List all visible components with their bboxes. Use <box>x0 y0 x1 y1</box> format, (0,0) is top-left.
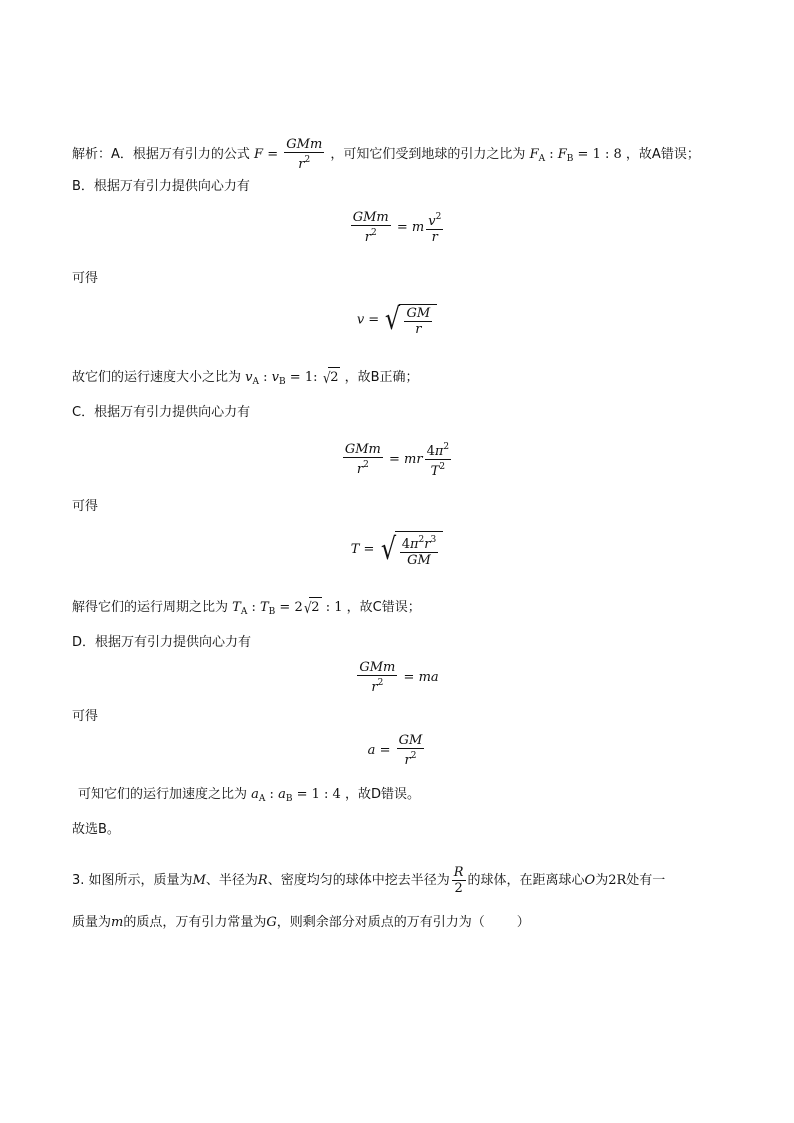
question3-line2: 质量为m的质点，万有引力常量为G，则剩余部分对质点的万有引力为（ ） <box>72 915 530 930</box>
velocity-ratio: $v_A$ : $v_B = 1$: √2 <box>245 368 339 387</box>
kede-d: 可得 <box>72 709 99 724</box>
question3-line1: 3. 如图所示，质量为M、半径为R、密度均匀的球体中挖去半径为 $\frac{R}{2}$ 的球体，在距离球心O为2R处有一 <box>72 865 666 896</box>
solution-d-conclusion: 可知它们的运行加速度之比为 $a_A$ : $a_B = 1$ : 4 ，故D错误。 <box>78 787 420 804</box>
solution-c-conclusion: 解得它们的运行周期之比为 $T_A$ : $T_B = 2√2$ : 1 ，故C错误； <box>72 598 421 617</box>
solution-a-line <box>72 137 700 172</box>
solution-d-heading: D．根据万有引力提供向心力有 <box>72 635 252 650</box>
formula-c-period: T = √ $\frac{4\pi^2r^3}{GM}$ <box>0 531 794 568</box>
kede-c: 可得 <box>72 499 99 514</box>
solution-a-end: ，故A错误； <box>625 147 700 162</box>
gravity-formula: F = $\frac{\text{GMm}}{r^2}$ <box>254 137 323 172</box>
kede-b: 可得 <box>72 271 99 286</box>
acceleration-ratio: $a_A$ : $a_B = 1$ : 4 <box>251 787 341 804</box>
formula-d-equation: $\frac{\text{GMm}}{r^2}$ = ma <box>359 660 439 695</box>
formula-d-acceleration: a = $\frac{GM}{r^2}$ <box>367 733 423 768</box>
period-ratio: $T_A$ : $T_B = 2√2$ : 1 <box>232 598 343 617</box>
formula-b-equation: $\frac{\text{GMm}}{r^2}$ = m $\frac{v^2}{r}$ <box>352 210 442 245</box>
question3-number: 3. <box>72 873 85 888</box>
force-ratio: $F_A$ : $F_B = 1$ : 8 <box>529 147 622 164</box>
solution-a-label: 解析：A．根据万有引力的公式 <box>72 147 250 162</box>
half-radius-fraction: $\frac{R}{2}$ <box>453 865 464 896</box>
formula-b-velocity: v = √ $\frac{GM}{r}$ <box>0 303 794 337</box>
solution-c-heading: C．根据万有引力提供向心力有 <box>72 405 251 420</box>
solution-a-mid: ，可知它们受到地球的引力之比为 <box>330 147 526 162</box>
formula-c-equation: $\frac{\text{GMm}}{r^2}$ = mr $\frac{4\pi^2}{T^2}$ <box>344 442 450 479</box>
solution-b-heading: B．根据万有引力提供向心力有 <box>72 179 250 194</box>
final-answer: 故选B。 <box>72 822 120 837</box>
solution-b-conclusion: 故它们的运行速度大小之比为 $v_A$ : $v_B = 1$: √2 ，故B正确； <box>72 368 419 387</box>
